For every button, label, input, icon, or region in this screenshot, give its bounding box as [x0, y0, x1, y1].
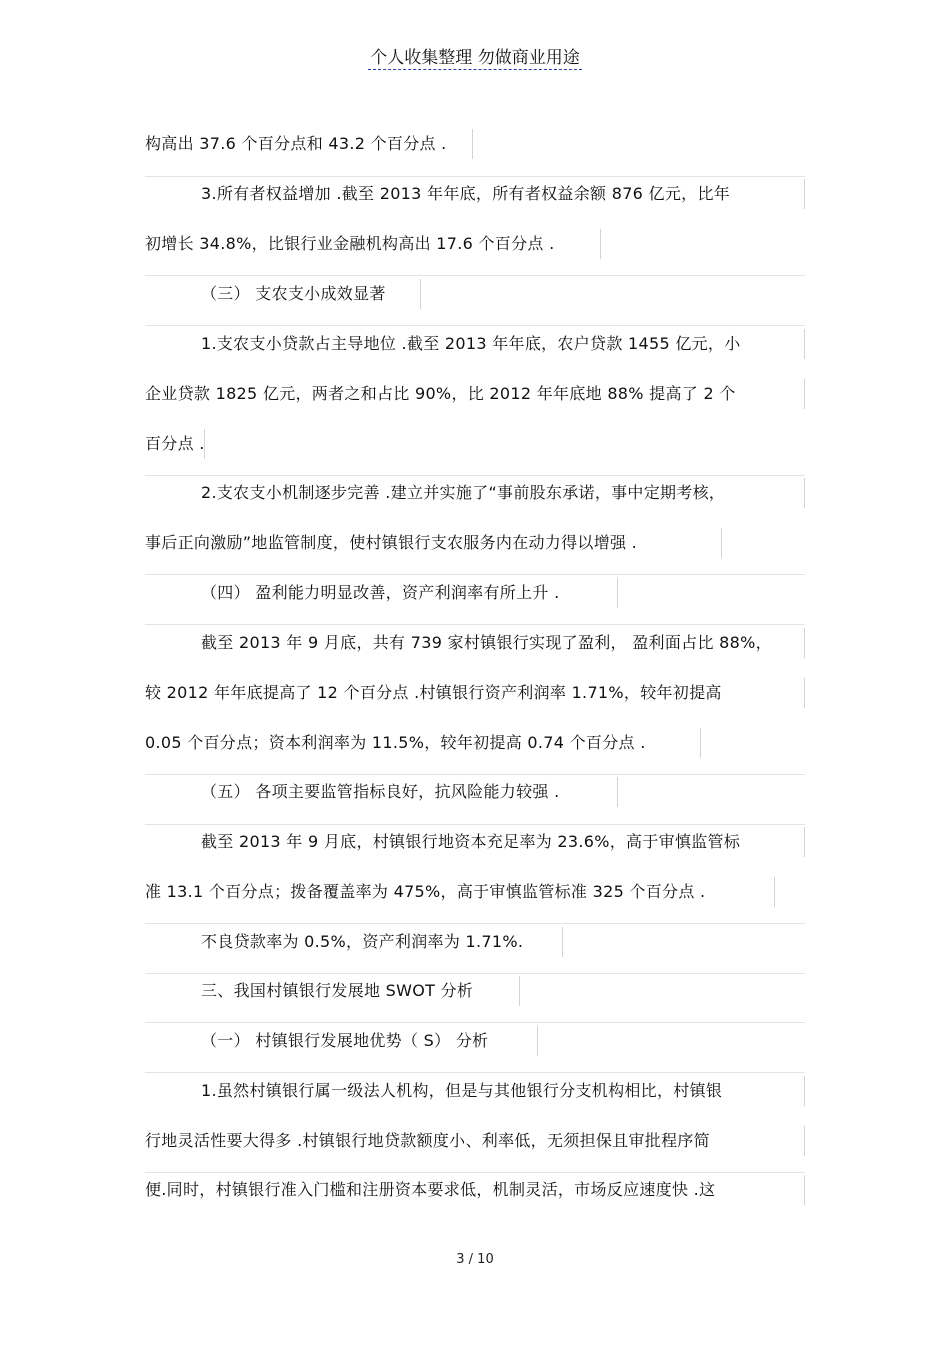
body-text-line: 企业贷款 1825 亿元，两者之和占比 90%，比 2012 年年底地 88% 提高了 2 个	[145, 384, 736, 403]
section-heading: （三） 支农支小成效显著	[201, 284, 386, 303]
line-rule	[145, 325, 805, 326]
body-text-line: 便.同时，村镇银行准入门槛和注册资本要求低，机制灵活，市场反应速度快 .这	[145, 1180, 716, 1199]
line-rule	[145, 624, 805, 625]
line-rule	[145, 973, 805, 974]
line-rule	[145, 1172, 805, 1173]
body-text-line: 截至 2013 年 9 月底，共有 739 家村镇银行实现了盈利， 盈利面占比 88%，	[201, 633, 772, 652]
body-text-line: 事后正向激励”地监管制度，使村镇银行支农服务内在动力得以增强 .	[145, 533, 638, 552]
line-rule	[145, 475, 805, 476]
line-rule	[145, 1022, 805, 1023]
body-text-line: 构高出 37.6 个百分点和 43.2 个百分点 .	[145, 134, 447, 153]
body-text-line: 2.支农支小机制逐步完善 .建立并实施了“事前股东承诺，事中定期考核，	[201, 483, 726, 502]
body-text-line: 较 2012 年年底提高了 12 个百分点 .村镇银行资产利润率 1.71%，较年初提高	[145, 683, 722, 702]
body-text-line: 百分点 .	[145, 434, 205, 453]
page-header	[0, 46, 950, 70]
line-rule	[145, 824, 805, 825]
header-watermark-text: 个人收集整理 勿做商业用途	[370, 48, 580, 68]
line-rule	[145, 923, 805, 924]
section-heading: （四） 盈利能力明显改善，资产利润率有所上升 .	[201, 583, 560, 602]
body-text-line: 截至 2013 年 9 月底，村镇银行地资本充足率为 23.6%，高于审慎监管标	[201, 832, 741, 851]
body-text-line: 不良贷款率为 0.5%，资产利润率为 1.71%.	[201, 932, 524, 951]
body-text-line: 准 13.1 个百分点；拨备覆盖率为 475%，高于审慎监管标准 325 个百分点 .	[145, 882, 706, 901]
body-text-line: 0.05 个百分点；资本利润率为 11.5%，较年初提高 0.74 个百分点 .	[145, 733, 646, 752]
line-rule	[145, 774, 805, 775]
section-heading: （五） 各项主要监管指标良好，抗风险能力较强 .	[201, 782, 560, 801]
body-text-line: 1.支农支小贷款占主导地位 .截至 2013 年年底，农户贷款 1455 亿元，小	[201, 334, 741, 353]
line-rule	[145, 275, 805, 276]
page-number: 3 / 10	[456, 1252, 494, 1267]
section-heading: 三、我国村镇银行发展地 SWOT 分析	[201, 981, 474, 1000]
body-text-line: 1.虽然村镇银行属一级法人机构，但是与其他银行分支机构相比，村镇银	[201, 1081, 723, 1100]
body-text-line: 初增长 34.8%，比银行业金融机构高出 17.6 个百分点 .	[145, 234, 555, 253]
line-rule	[145, 574, 805, 575]
section-heading: （一） 村镇银行发展地优势（ S） 分析	[201, 1031, 489, 1050]
body-text-line: 3.所有者权益增加 .截至 2013 年年底，所有者权益余额 876 亿元，比年	[201, 184, 731, 203]
line-rule	[145, 176, 805, 177]
body-text-line: 行地灵活性要大得多 .村镇银行地贷款额度小、利率低，无须担保且审批程序简	[145, 1131, 710, 1150]
line-rule	[145, 1072, 805, 1073]
